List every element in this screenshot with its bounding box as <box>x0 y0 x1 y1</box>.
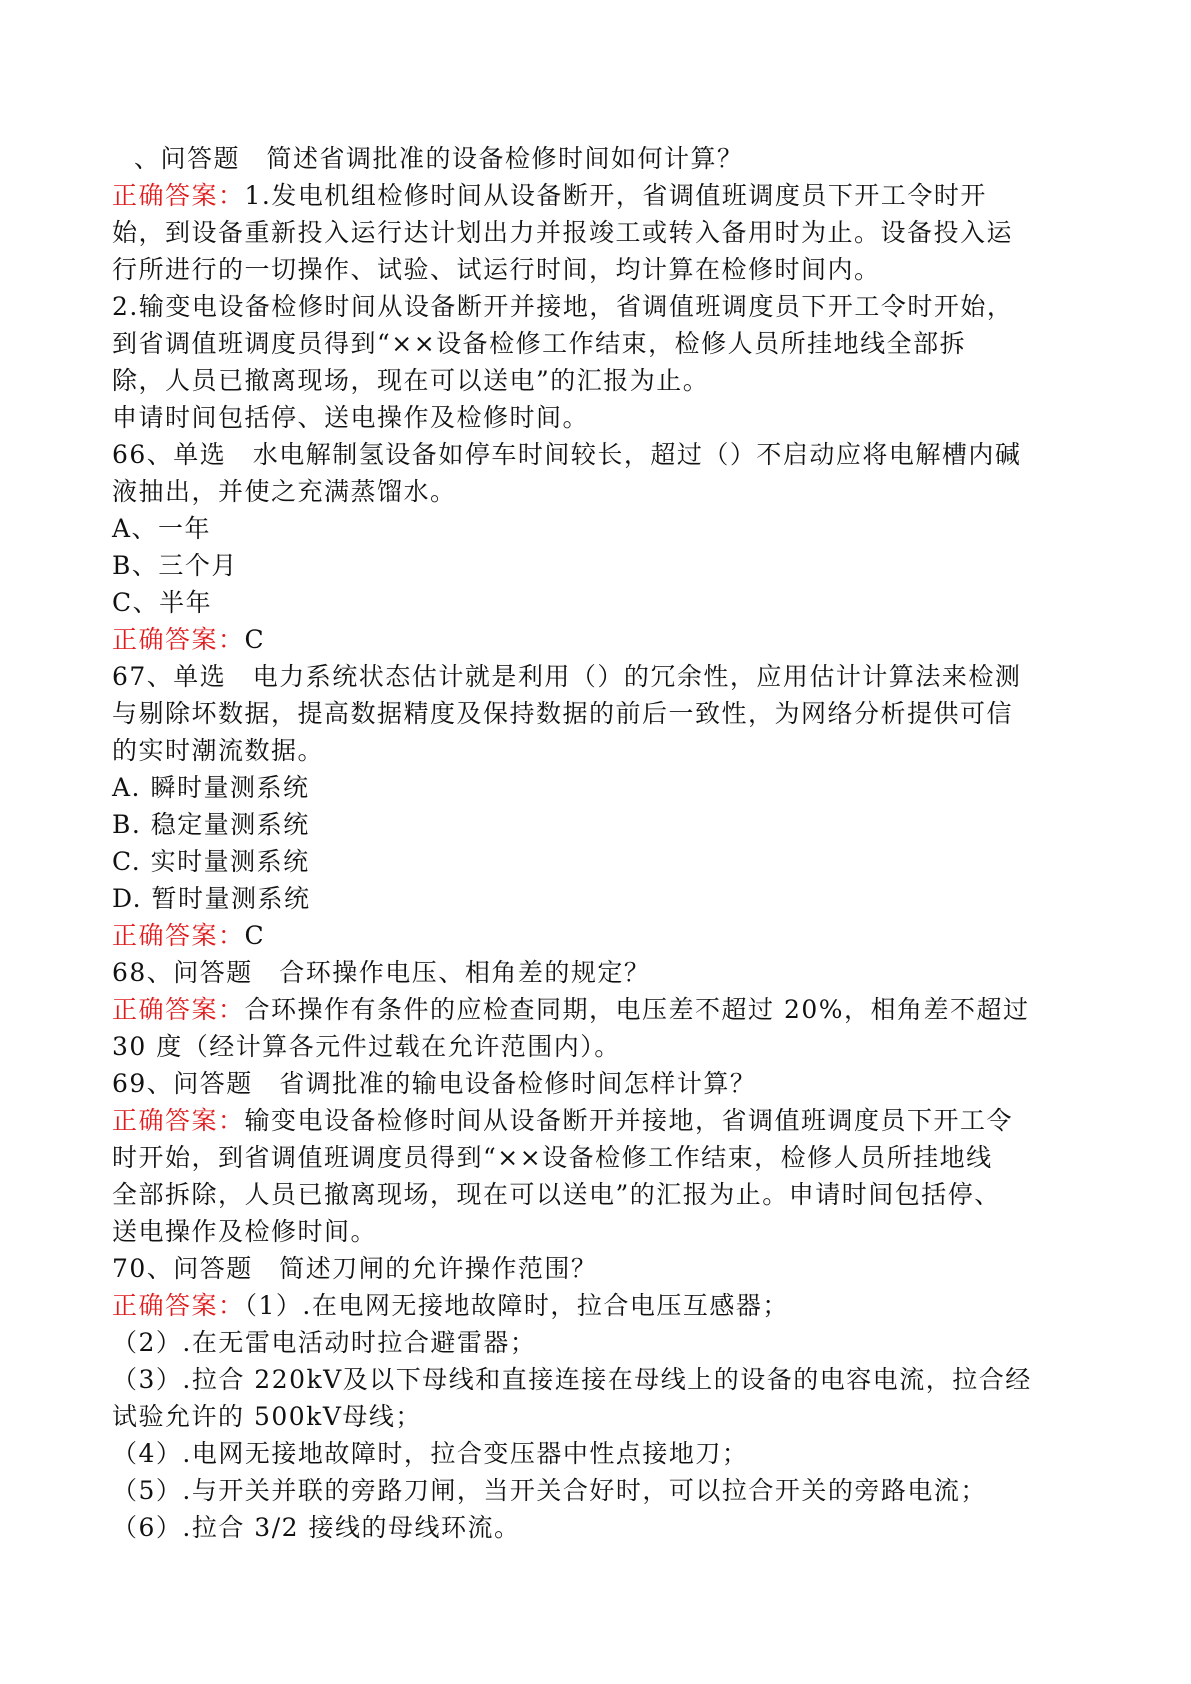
answer-line <box>112 1102 1072 1139</box>
answer-text: 送电操作及检修时间。 <box>112 1217 378 1246</box>
answer-text: 1.发电机组检修时间从设备断开，省调值班调度员下开工令时开 <box>244 181 987 210</box>
question-69-header: 69、问答题 省调批准的输电设备检修时间怎样计算？ <box>112 1069 757 1098</box>
question-70 <box>112 1250 1072 1546</box>
answer-text: 除，人员已撤离现场，现在可以送电”的汇报为止。 <box>112 366 710 395</box>
answer-text: 申请时间包括停、送电操作及检修时间。 <box>112 403 590 432</box>
answer-label: 正确答案： <box>112 995 245 1024</box>
answer-label: 正确答案： <box>112 181 245 210</box>
answer-label: 正确答案： <box>112 625 245 654</box>
answer-label: 正确答案： <box>112 1106 245 1135</box>
answer-text: （6）.拉合 3/2 接线的母线环流。 <box>112 1513 521 1542</box>
answer-text: （5）.与开关并联的旁路刀闸，当开关合好时，可以拉合开关的旁路电流； <box>112 1476 987 1505</box>
question-65-header: 、问答题 简述省调批准的设备检修时间如何计算？ <box>134 144 744 173</box>
answer-label: 正确答案： <box>112 1291 245 1320</box>
answer-text: 试验允许的 500kV母线； <box>112 1402 422 1431</box>
answer-text: 输变电设备检修时间从设备断开并接地，省调值班调度员下开工令 <box>244 1106 1014 1135</box>
answer-text: 到省调值班调度员得到“××设备检修工作结束，检修人员所挂地线全部拆 <box>112 329 967 358</box>
answer-text: 合环操作有条件的应检查同期，电压差不超过 20%，相角差不超过 <box>244 995 1030 1024</box>
answer-text: （1）.在电网无接地故障时，拉合电压互感器； <box>244 1291 789 1320</box>
question-text: 液抽出，并使之充满蒸馏水。 <box>112 477 457 506</box>
answer-value: C <box>244 921 266 950</box>
question-70-header: 70、问答题 简述刀闸的允许操作范围？ <box>112 1254 598 1283</box>
answer-line <box>112 621 1072 658</box>
question-66 <box>112 436 1072 658</box>
answer-text: 时开始，到省调值班调度员得到“××设备检修工作结束，检修人员所挂地线 <box>112 1143 993 1172</box>
question-text: 66、单选 水电解制氢设备如停车时间较长，超过（）不启动应将电解槽内碱 <box>112 440 1022 469</box>
answer-text: 全部拆除，人员已撤离现场，现在可以送电”的汇报为止。申请时间包括停、 <box>112 1180 1001 1209</box>
answer-text: （4）.电网无接地故障时，拉合变压器中性点接地刀； <box>112 1439 749 1468</box>
document-page <box>112 140 1072 1546</box>
answer-label: 正确答案： <box>112 921 245 950</box>
question-68 <box>112 954 1072 1065</box>
question-text: 67、单选 电力系统状态估计就是利用（）的冗余性，应用估计计算法来检测 <box>112 662 1022 691</box>
question-text: 的实时潮流数据。 <box>112 736 325 765</box>
answer-text: （2）.在无雷电活动时拉合避雷器； <box>112 1328 537 1357</box>
answer-text: 30 度（经计算各元件过载在允许范围内）。 <box>112 1032 621 1061</box>
answer-line <box>112 991 1072 1028</box>
question-67 <box>112 658 1072 954</box>
answer-line <box>112 917 1072 954</box>
option-d: D. 暂时量测系统 <box>112 884 311 913</box>
answer-text: 始，到设备重新投入运行达计划出力并报竣工或转入备用时为止。设备投入运 <box>112 218 1014 247</box>
answer-value: C <box>244 625 266 654</box>
option-b: B. 稳定量测系统 <box>112 810 310 839</box>
question-69 <box>112 1065 1072 1250</box>
option-a: A. 瞬时量测系统 <box>112 773 310 802</box>
answer-text: 行所进行的一切操作、试验、试运行时间，均计算在检修时间内。 <box>112 255 881 284</box>
option-a: A、一年 <box>112 514 212 543</box>
question-text: 与剔除坏数据，提高数据精度及保持数据的前后一致性，为网络分析提供可信 <box>112 699 1014 728</box>
question-68-header: 68、问答题 合环操作电压、相角差的规定？ <box>112 958 651 987</box>
option-c: C、半年 <box>112 588 213 617</box>
option-c: C. 实时量测系统 <box>112 847 310 876</box>
answer-text: 2.输变电设备检修时间从设备断开并接地，省调值班调度员下开工令时开始， <box>112 292 1014 321</box>
answer-line <box>112 177 1072 214</box>
question-65 <box>112 140 1072 436</box>
answer-line <box>112 1287 1072 1324</box>
answer-text: （3）.拉合 220kV及以下母线和直接连接在母线上的设备的电容电流，拉合经 <box>112 1365 1032 1394</box>
option-b: B、三个月 <box>112 551 238 580</box>
